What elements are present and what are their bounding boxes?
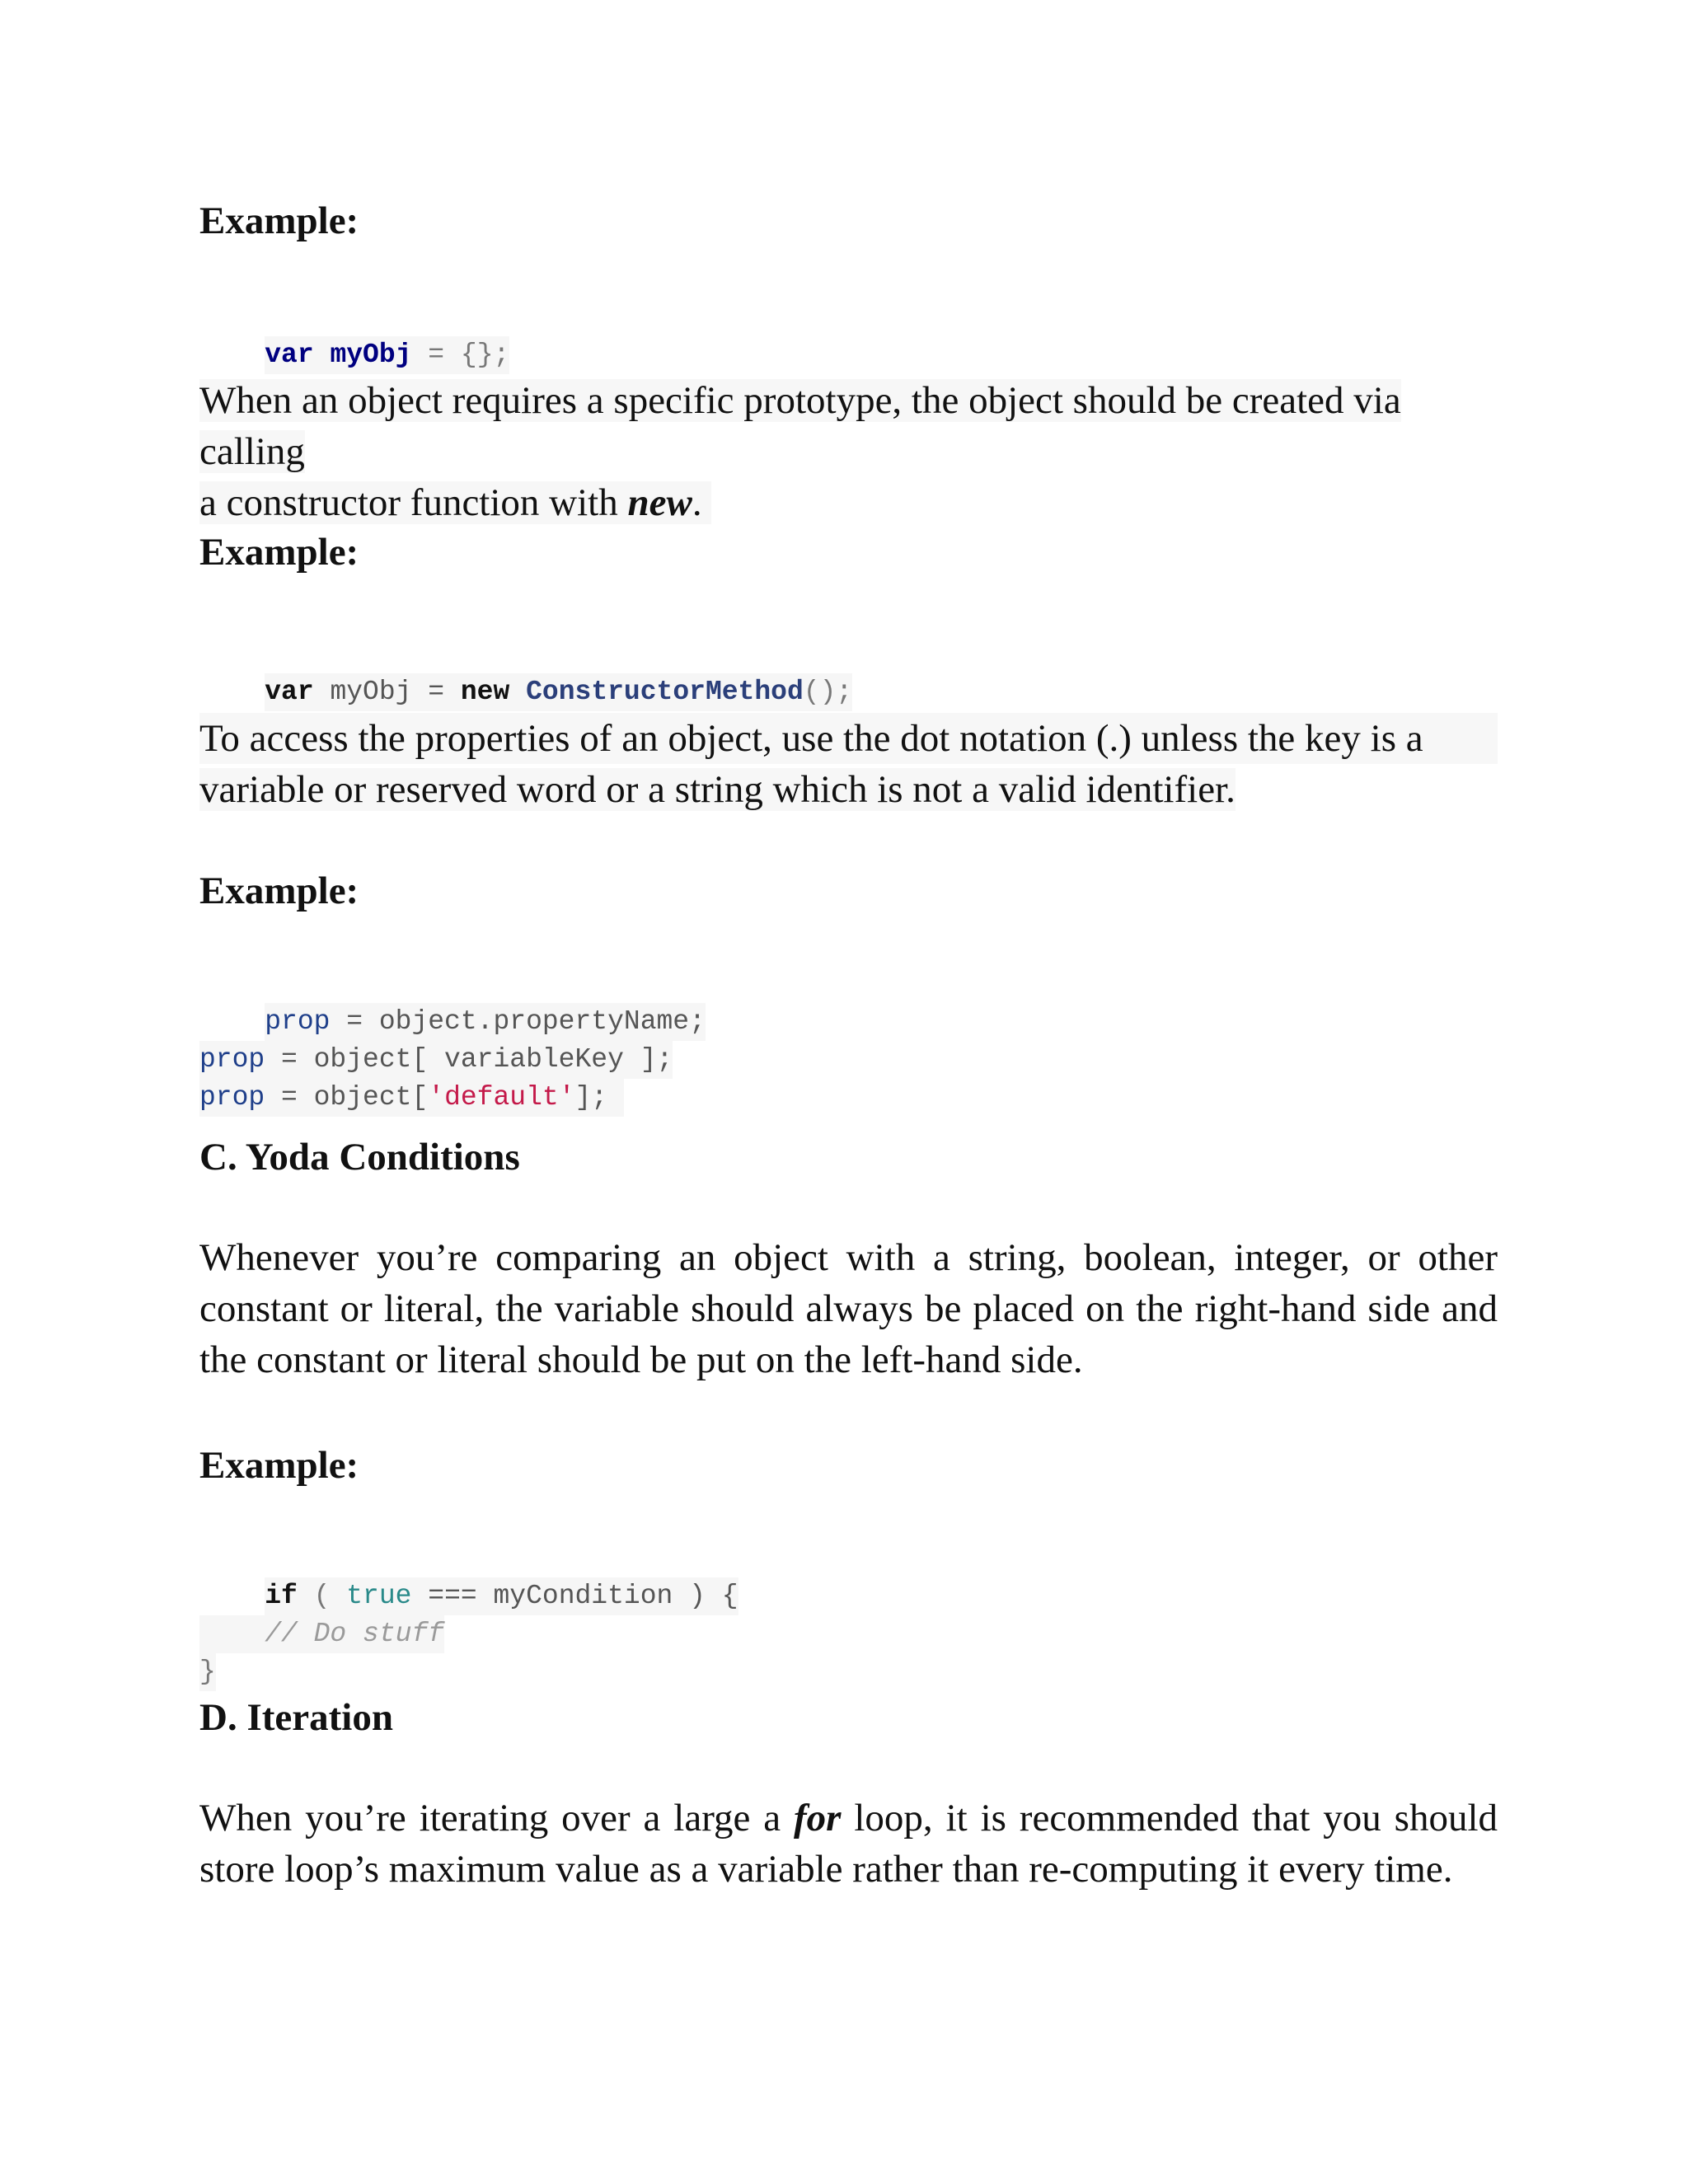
- code-identifier: prop: [199, 1082, 265, 1113]
- paragraph-text-segment: .: [692, 481, 702, 524]
- code-line: [199, 1653, 216, 1691]
- paragraph-text: [199, 375, 1498, 528]
- paragraph-text: Whenever you’re comparing an object with a string, boolean, integer, or other constant or literal, the variable should always be placed on the right-hand side and the constant or literal should be put on the left-hand side.: [199, 1236, 1498, 1381]
- code-text: myObj =: [313, 677, 461, 707]
- emphasis-text: for: [794, 1797, 842, 1840]
- heading-text: D. Iteration: [199, 1696, 393, 1739]
- heading-text: Example:: [199, 531, 359, 574]
- code-literal: true: [346, 1581, 412, 1611]
- code-text: = object.propertyName;: [330, 1006, 706, 1037]
- example-heading-2: [199, 527, 1498, 577]
- heading-text: C. Yoda Conditions: [199, 1136, 520, 1179]
- code-keyword: new: [460, 677, 510, 707]
- code-line: [265, 336, 509, 374]
- code-indent: [199, 1619, 265, 1649]
- section-d-heading: [199, 1693, 1498, 1742]
- code-punct: }: [199, 1657, 216, 1687]
- code-identifier: ConstructorMethod: [526, 677, 804, 707]
- code-identifier: prop: [199, 1044, 265, 1075]
- code-block-3: [199, 965, 1498, 1155]
- code-text: = object[: [265, 1082, 429, 1113]
- code-keyword: var: [265, 340, 314, 370]
- paragraph-line: variable or reserved word or a string which is not a valid identifier.: [199, 768, 1236, 811]
- code-punct: = {};: [411, 340, 510, 370]
- code-identifier: myObj: [330, 340, 412, 370]
- code-keyword: var: [265, 677, 314, 707]
- example-heading-1: [199, 196, 1498, 246]
- code-text: ];: [574, 1082, 608, 1113]
- heading-text: Example:: [199, 199, 359, 242]
- code-line: [199, 1079, 624, 1117]
- code-line: [265, 673, 852, 711]
- example-heading-4: [199, 1441, 1498, 1490]
- code-punct: (: [297, 1581, 347, 1611]
- paragraph-text: [199, 1793, 1498, 1895]
- code-line: [199, 1041, 673, 1079]
- code-text: = object[ variableKey ];: [265, 1044, 673, 1075]
- code-punct: ();: [803, 677, 853, 707]
- paragraph-2: [199, 713, 1498, 815]
- paragraph-1: [199, 375, 1498, 528]
- code-line: [265, 1577, 738, 1615]
- heading-text: Example:: [199, 1444, 359, 1487]
- paragraph-line: [199, 481, 711, 524]
- paragraph-text-segment: When you’re iterating over a large a: [199, 1797, 795, 1840]
- paragraph-text-segment: a constructor function with: [199, 481, 628, 524]
- paragraph-text-segment: loop, it is recommended that you should store loop’s maximum value as a variable rather than re-computing it every time.: [199, 1797, 1498, 1891]
- paragraph-text: [199, 713, 1498, 815]
- section-c-heading: [199, 1132, 1498, 1182]
- code-identifier: prop: [265, 1006, 331, 1037]
- code-text: [509, 677, 526, 707]
- paragraph-line: When an object requires a specific prototype, the object should be created via calling: [199, 379, 1401, 473]
- code-line: [265, 1003, 706, 1041]
- code-comment: // Do stuff: [265, 1619, 445, 1649]
- section-d-paragraph: [199, 1793, 1498, 1895]
- code-string: 'default': [428, 1082, 575, 1113]
- paragraph-line: To access the properties of an object, use the dot notation (.) unless the key is a: [199, 713, 1498, 764]
- section-c-paragraph: [199, 1232, 1498, 1385]
- code-line: [199, 1615, 444, 1653]
- heading-text: Example:: [199, 869, 359, 912]
- code-keyword: if: [265, 1581, 298, 1611]
- code-text: === myCondition ) {: [411, 1581, 738, 1611]
- emphasis-text: new: [627, 481, 692, 524]
- example-heading-3: [199, 866, 1498, 916]
